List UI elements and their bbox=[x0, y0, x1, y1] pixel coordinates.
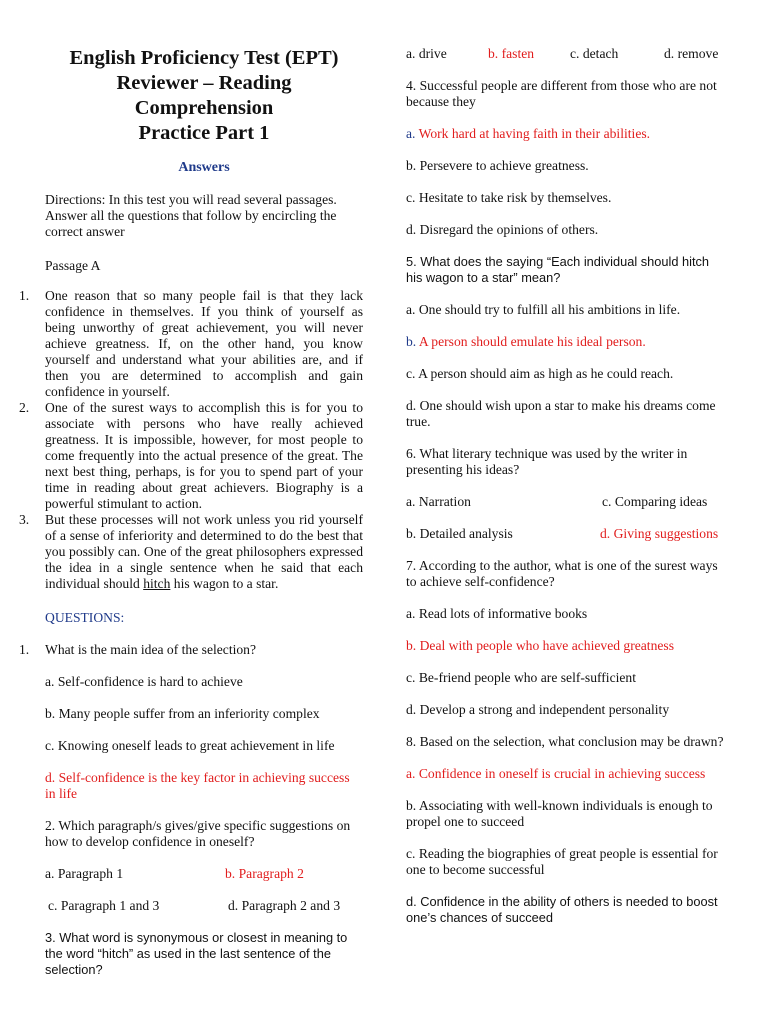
q1-option-b: b. Many people suffer from an inferiority complex bbox=[45, 706, 320, 721]
paragraph-text-end: his wagon to a star. bbox=[170, 576, 279, 591]
option-text: Work hard at having faith in their abilities. bbox=[418, 126, 651, 141]
q3-option-b-answer: b. fasten bbox=[488, 46, 535, 61]
answers-label: Answers bbox=[178, 160, 230, 175]
question-4: 4. Successful people are different from those who are not because they bbox=[406, 78, 717, 109]
paragraph-2 bbox=[19, 400, 363, 512]
q4-option-a-answer bbox=[406, 126, 724, 142]
q1-option-c: c. Knowing oneself leads to great achievement in life bbox=[45, 738, 335, 753]
questions-heading: QUESTIONS: bbox=[45, 610, 125, 625]
q6-option-c: c. Comparing ideas bbox=[602, 494, 708, 509]
paragraph-number: 2. bbox=[19, 400, 30, 415]
passage-label: Passage A bbox=[45, 258, 101, 273]
right-column bbox=[406, 46, 724, 926]
question-number: 1. bbox=[19, 642, 30, 657]
paragraph-number: 3. bbox=[19, 512, 30, 527]
q8-option-b: b. Associating with well-known individuals is enough to propel one to succeed bbox=[406, 798, 713, 829]
q3-options-row bbox=[406, 46, 724, 62]
paragraph-3 bbox=[19, 512, 363, 592]
q4-option-c: c. Hesitate to take risk by themselves. bbox=[406, 190, 612, 205]
question-2: 2. Which paragraph/s gives/give specific suggestions on how to develop confidence in oneself? bbox=[45, 818, 351, 849]
q2-options-row-1 bbox=[45, 866, 363, 882]
question-1 bbox=[19, 642, 363, 658]
title-line-3: Practice Part 1 bbox=[138, 122, 270, 144]
passage-paragraphs bbox=[19, 288, 363, 592]
left-column bbox=[19, 46, 363, 978]
q6-options-row-1 bbox=[406, 494, 724, 510]
q3-option-a: a. drive bbox=[406, 46, 447, 61]
paragraph-text: But these processes will not work unless you rid yourself of a sense of inferiority and determined to do the best that you possibly can. One of the great philosophers expressed the idea in a single sentence when he said that each individual should bbox=[45, 512, 363, 591]
paragraph-1 bbox=[19, 288, 363, 400]
q4-option-d: d. Disregard the opinions of others. bbox=[406, 222, 599, 237]
q2-option-c: c. Paragraph 1 and 3 bbox=[48, 898, 160, 913]
q3-option-c: c. detach bbox=[570, 46, 619, 61]
paragraph-number: 1. bbox=[19, 288, 30, 303]
option-text: A person should emulate his ideal person. bbox=[418, 334, 646, 349]
question-3: 3. What word is synonymous or closest in meaning to the word “hitch” as used in the last sentence of the selection? bbox=[45, 930, 348, 977]
page-title bbox=[45, 46, 363, 146]
question-6: 6. What literary technique was used by the writer in presenting his ideas? bbox=[406, 446, 688, 477]
underlined-word-hitch: hitch bbox=[143, 576, 171, 591]
q7-option-d: d. Develop a strong and independent personality bbox=[406, 702, 670, 717]
question-5: 5. What does the saying “Each individual should hitch his wagon to a star” mean? bbox=[406, 254, 710, 285]
option-letter: a. bbox=[406, 126, 419, 141]
q7-option-a: a. Read lots of informative books bbox=[406, 606, 588, 621]
paragraph-text: One of the surest ways to accomplish this is for you to associate with persons who have really achieved greatness. It is impossible, however, for most people to come frequently into the actual presence of the great. The next best thing, perhaps, is for you to spend part of your time in reading about great achievers. Biography is a powerful stimulant to action. bbox=[45, 400, 363, 511]
title-line-2: Reviewer – Reading Comprehension bbox=[116, 72, 292, 119]
q2-option-a: a. Paragraph 1 bbox=[45, 866, 124, 881]
q6-option-b: b. Detailed analysis bbox=[406, 526, 513, 541]
question-8: 8. Based on the selection, what conclusion may be drawn? bbox=[406, 734, 724, 749]
q2-option-d: d. Paragraph 2 and 3 bbox=[228, 898, 341, 913]
question-7: 7. According to the author, what is one of the surest ways to achieve self-confidence? bbox=[406, 558, 718, 589]
question-text: What is the main idea of the selection? bbox=[45, 642, 257, 657]
q4-option-b: b. Persevere to achieve greatness. bbox=[406, 158, 589, 173]
q6-option-a: a. Narration bbox=[406, 494, 471, 509]
directions-text: Directions: In this test you will read several passages. Answer all the questions that follow by encircling the correct answer bbox=[45, 192, 337, 239]
q5-option-b-answer bbox=[406, 334, 724, 350]
q8-option-d: d. Confidence in the ability of others is needed to boost one’s chances of succeed bbox=[406, 894, 718, 925]
q7-option-c: c. Be-friend people who are self-sufficient bbox=[406, 670, 636, 685]
q8-option-a-answer: a. Confidence in oneself is crucial in achieving success bbox=[406, 766, 706, 781]
q5-option-c: c. A person should aim as high as he could reach. bbox=[406, 366, 674, 381]
q7-option-b-answer: b. Deal with people who have achieved greatness bbox=[406, 638, 674, 653]
q1-option-d-answer: d. Self-confidence is the key factor in achieving success in life bbox=[45, 770, 350, 801]
q6-options-row-2 bbox=[406, 526, 724, 542]
q1-option-a: a. Self-confidence is hard to achieve bbox=[45, 674, 243, 689]
q2-options-row-2 bbox=[45, 898, 363, 914]
title-line-1: English Proficiency Test (EPT) bbox=[69, 47, 339, 69]
q5-option-a: a. One should try to fulfill all his ambitions in life. bbox=[406, 302, 681, 317]
q2-option-b-answer: b. Paragraph 2 bbox=[225, 866, 304, 881]
q8-option-c: c. Reading the biographies of great people is essential for one to become successful bbox=[406, 846, 718, 877]
q6-option-d-answer: d. Giving suggestions bbox=[600, 526, 719, 541]
option-letter: b. bbox=[406, 334, 419, 349]
paragraph-text: One reason that so many people fail is that they lack confidence in themselves. If you think of yourself as being unworthy of great achievement, you will never achieve greatness. If, on the other hand, you know yourself and understand what your abilities are, and if then you are determined to accomplish and gain confidence in yourself. bbox=[45, 288, 363, 399]
q3-option-d: d. remove bbox=[664, 46, 719, 61]
q5-option-d: d. One should wish upon a star to make his dreams come true. bbox=[406, 398, 716, 429]
